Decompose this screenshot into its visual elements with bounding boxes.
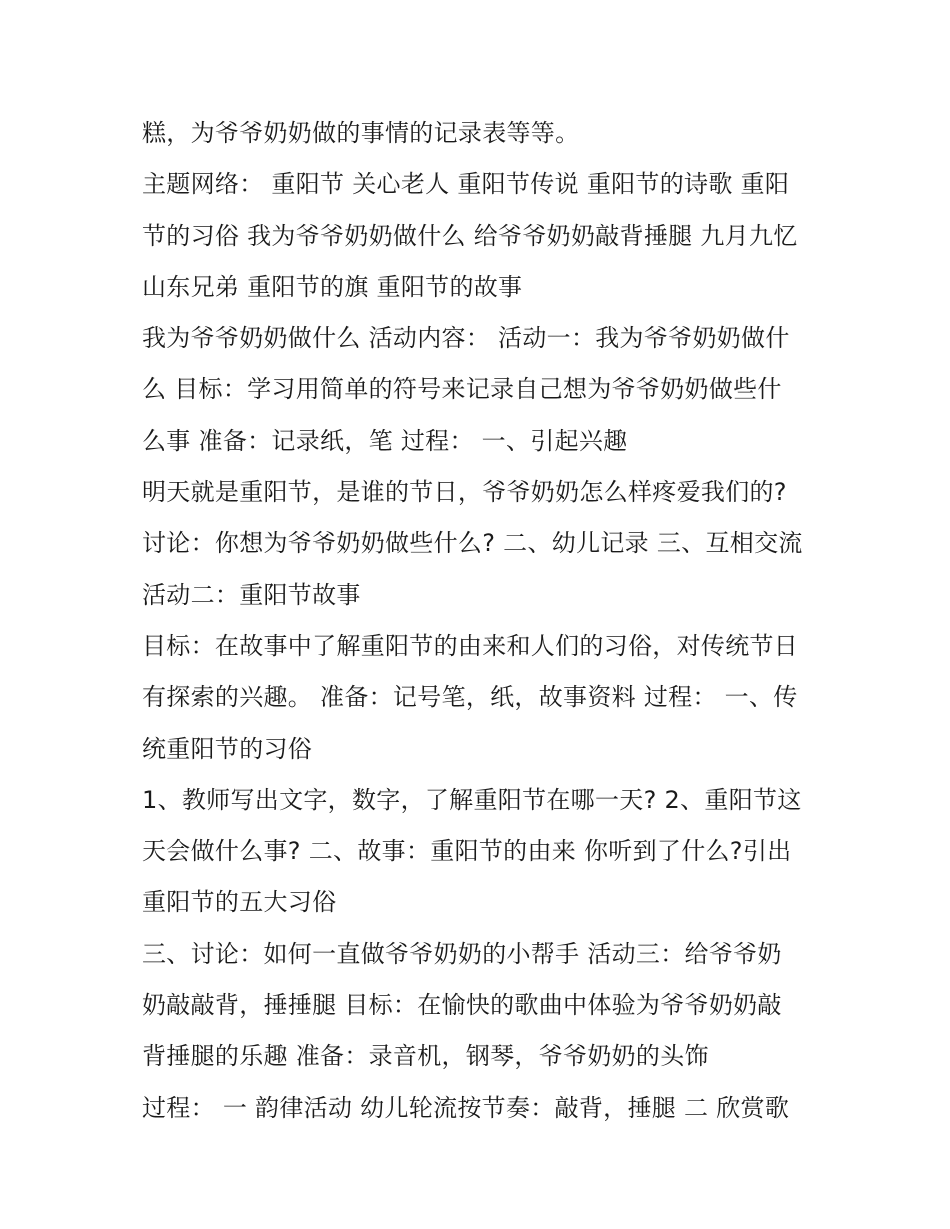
text-line: 天会做什么事? 二、故事：重阳节的由来 你听到了什么?引出 — [142, 837, 792, 866]
text-line: 山东兄弟 重阳节的旗 重阳节的故事 — [142, 272, 523, 301]
text-line: 1、教师写出文字，数字，了解重阳节在哪一天? 2、重阳节这 — [142, 785, 802, 814]
text-line: 讨论：你想为爷爷奶奶做些什么? 二、幼儿记录 三、互相交流 — [142, 529, 803, 558]
text-line: 么事 准备：记录纸，笔 过程： 一、引起兴趣 — [142, 426, 628, 455]
text-line: 活动二：重阳节故事 — [142, 580, 361, 609]
text-line: 目标：在故事中了解重阳节的由来和人们的习俗，对传统节日 — [142, 631, 799, 660]
text-line: 节的习俗 我为爷爷奶奶做什么 给爷爷奶奶敲背捶腿 九月九忆 — [142, 221, 798, 250]
text-line: 奶敲敲背，捶捶腿 目标：在愉快的歌曲中体验为爷爷奶奶敲 — [142, 991, 782, 1020]
text-line: 糕，为爷爷奶奶做的事情的记录表等等。 — [142, 119, 580, 147]
text-line: 主题网络： 重阳节 关心老人 重阳节传说 重阳节的诗歌 重阳 — [142, 170, 790, 199]
text-line: 重阳节的五大习俗 — [142, 888, 337, 917]
text-line: 背捶腿的乐趣 准备：录音机，钢琴，爷爷奶奶的头饰 — [142, 1042, 709, 1071]
text-line: 过程： 一 韵律活动 幼儿轮流按节奏：敲背，捶腿 二 欣赏歌 — [142, 1093, 790, 1122]
text-line: 我为爷爷奶奶做什么 活动内容： 活动一：我为爷爷奶奶做什 — [142, 324, 790, 353]
text-line: 三、讨论：如何一直做爷爷奶奶的小帮手 活动三：给爷爷奶 — [142, 939, 782, 968]
text-line: 有探索的兴趣。 准备：记号笔，纸，故事资料 过程： 一、传 — [142, 683, 798, 712]
text-line: 么 目标：学习用简单的符号来记录自己想为爷爷奶奶做些什 — [142, 375, 782, 404]
text-line: 明天就是重阳节，是谁的节日，爷爷奶奶怎么样疼爱我们的? — [142, 478, 787, 507]
text-line: 统重阳节的习俗 — [142, 734, 313, 763]
document-body — [142, 108, 822, 1134]
